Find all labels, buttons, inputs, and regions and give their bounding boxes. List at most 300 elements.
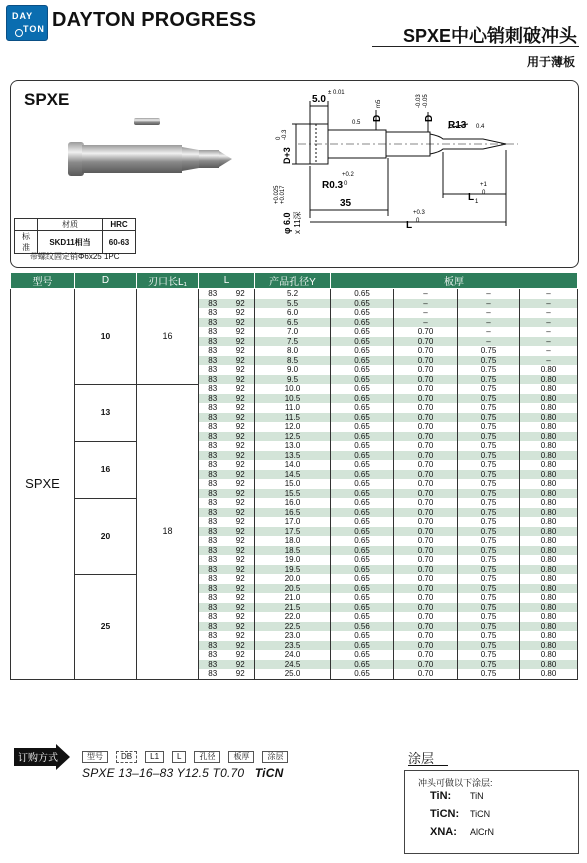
mat-corner [15, 219, 38, 231]
punch-head [68, 142, 84, 176]
t-cell-4: 0.80 [520, 375, 578, 385]
order-badge [12, 744, 72, 770]
dim-5-tolerance: ± 0.01 [328, 90, 345, 96]
punch-photo [64, 112, 244, 192]
col-header-model: 型号 [11, 273, 75, 289]
t-cell-1: 0.65 [331, 365, 394, 375]
l-max-cell: 92 [227, 508, 255, 518]
t-cell-2: 0.70 [394, 498, 458, 508]
l-min-cell: 83 [199, 669, 227, 679]
t-cell-3: 0.75 [458, 574, 520, 584]
model-cell: SPXE [11, 289, 75, 680]
l-max-cell: 92 [227, 555, 255, 565]
t-cell-3: 0.75 [458, 479, 520, 489]
t-cell-4: 0.80 [520, 441, 578, 451]
dim-l1-sub: 1 [475, 199, 479, 205]
y-cell: 20.0 [255, 574, 331, 584]
y-cell: 20.5 [255, 584, 331, 594]
y-cell: 11.0 [255, 403, 331, 413]
y-cell: 24.0 [255, 650, 331, 660]
t-cell-1: 0.56 [331, 622, 394, 632]
t-cell-3: – [458, 289, 520, 299]
l-min-cell: 83 [199, 641, 227, 651]
legend-l1: L1 [145, 751, 164, 763]
t-cell-3: 0.75 [458, 413, 520, 423]
coating-item [430, 790, 484, 802]
y-cell: 18.5 [255, 546, 331, 556]
l-max-cell: 92 [227, 327, 255, 337]
dim-d-shank-tol-bottom: -0.05 [423, 94, 429, 108]
l-min-cell: 83 [208, 536, 218, 546]
t-cell-4: – [520, 346, 578, 356]
t-cell-1: 0.65 [331, 394, 394, 404]
l-min-cell: 83 [199, 489, 227, 499]
l-max-cell: 92 [227, 451, 255, 461]
t-cell-4: 0.80 [520, 603, 578, 613]
t-cell-1: 0.65 [331, 337, 394, 347]
dim-l1-tol-bottom: 0 [482, 190, 486, 196]
dim-head: D+3 [282, 147, 292, 164]
t-cell-4: 0.80 [520, 631, 578, 641]
t-cell-4: – [520, 299, 578, 309]
y-cell: 5.5 [255, 299, 331, 309]
t-cell-2: 0.70 [394, 669, 458, 679]
t-cell-2: 0.70 [394, 622, 458, 632]
l-min-cell: 83 [199, 413, 227, 423]
legend-db: DB [116, 751, 137, 763]
coating-name: TiCN: [430, 808, 460, 820]
t-cell-3: 0.75 [458, 527, 520, 537]
dim-r03: R0.3 [322, 180, 344, 191]
y-cell: 22.5 [255, 622, 331, 632]
t-cell-3: – [458, 299, 520, 309]
l-min-cell: 83 [208, 479, 218, 489]
y-cell: 21.5 [255, 603, 331, 613]
t-cell-2: 0.70 [394, 574, 458, 584]
t-cell-2: 0.70 [394, 536, 458, 546]
l-min-cell: 83 [199, 584, 227, 594]
l-min-cell: 83 [199, 603, 227, 613]
dim-d: D [372, 114, 383, 122]
t-cell-2: – [394, 289, 458, 299]
t-cell-3: 0.75 [458, 346, 520, 356]
table-row [11, 384, 578, 394]
t-cell-3: 0.75 [458, 555, 520, 565]
y-cell: 6.5 [255, 318, 331, 328]
l-max-cell: 92 [227, 612, 255, 622]
y-cell: 11.5 [255, 413, 331, 423]
t-cell-4: – [520, 356, 578, 366]
t-cell-1: 0.65 [331, 555, 394, 565]
l-min-cell: 83 [208, 384, 218, 394]
dim-hole: φ 6.0 [282, 212, 292, 234]
l1-cell: 18 [137, 384, 199, 679]
t-cell-3: 0.75 [458, 384, 520, 394]
t-cell-2: 0.70 [394, 337, 458, 347]
mat-value: SKD11相当 [38, 231, 103, 254]
t-cell-1: 0.65 [331, 356, 394, 366]
l-min-cell: 83 [199, 508, 227, 518]
dim-r03-tol-bottom: 0 [344, 181, 348, 187]
angle-04: 0.4 [476, 124, 485, 130]
t-cell-1: 0.65 [331, 669, 394, 679]
l-max-cell: 92 [227, 622, 255, 632]
logo-mark-icon [15, 29, 23, 37]
l-min-cell: 83 [208, 327, 218, 337]
t-cell-1: 0.65 [331, 413, 394, 423]
dim-l-tol-bottom: 0 [416, 218, 420, 224]
t-cell-1: 0.65 [331, 299, 394, 309]
order-badge-label: 订购方式 [18, 753, 58, 764]
t-cell-4: 0.80 [520, 622, 578, 632]
t-cell-2: 0.70 [394, 460, 458, 470]
t-cell-1: 0.65 [331, 527, 394, 537]
l-max-cell: 92 [227, 650, 255, 660]
t-cell-2: 0.70 [394, 365, 458, 375]
punch-taper [182, 147, 199, 171]
coating-heading: 涂层 [408, 751, 435, 766]
l-min-cell: 83 [199, 470, 227, 480]
y-cell: 15.0 [255, 479, 331, 489]
l-max-cell: 92 [227, 403, 255, 413]
coating-name: XNA: [430, 826, 457, 838]
t-cell-3: – [458, 337, 520, 347]
l-max-cell: 92 [227, 660, 255, 670]
l-max-cell: 92 [227, 546, 255, 556]
y-cell: 7.0 [255, 327, 331, 337]
t-cell-2: 0.70 [394, 441, 458, 451]
l-min-cell: 83 [208, 612, 218, 622]
t-cell-4: – [520, 318, 578, 328]
t-cell-1: 0.65 [331, 441, 394, 451]
t-cell-2: – [394, 308, 458, 318]
l-min-cell: 83 [208, 422, 218, 432]
t-cell-4: 0.80 [520, 669, 578, 679]
t-cell-3: 0.75 [458, 536, 520, 546]
l-min-cell: 83 [199, 318, 227, 328]
coating-heading-underline [408, 765, 448, 766]
l-min-cell: 83 [199, 375, 227, 385]
order-legend [82, 751, 296, 763]
dim-l1-tol-top: +1 [480, 182, 487, 188]
t-cell-2: 0.70 [394, 327, 458, 337]
y-cell: 25.0 [255, 669, 331, 679]
t-cell-4: 0.80 [520, 641, 578, 651]
l-max-cell: 92 [227, 356, 255, 366]
t-cell-3: 0.75 [458, 593, 520, 603]
t-cell-4: 0.80 [520, 498, 578, 508]
t-cell-2: 0.70 [394, 470, 458, 480]
l-min-cell: 83 [199, 394, 227, 404]
t-cell-4: 0.80 [520, 403, 578, 413]
y-cell: 16.0 [255, 498, 331, 508]
t-cell-3: 0.75 [458, 460, 520, 470]
y-cell: 5.2 [255, 289, 331, 299]
t-cell-1: 0.65 [331, 650, 394, 660]
dim-hole-depth: x 11深 [293, 211, 302, 234]
dim-hole-tol-bottom: +0.017 [280, 185, 286, 204]
y-cell: 19.0 [255, 555, 331, 565]
t-cell-1: 0.65 [331, 546, 394, 556]
l-max-cell: 92 [227, 384, 255, 394]
col-header-l1: 刃口长L₁ [137, 273, 199, 289]
t-cell-2: 0.70 [394, 603, 458, 613]
t-cell-3: 0.75 [458, 422, 520, 432]
l-min-cell: 83 [208, 631, 218, 641]
l-min-cell: 83 [199, 337, 227, 347]
l-min-cell: 83 [208, 555, 218, 565]
t-cell-3: 0.75 [458, 546, 520, 556]
t-cell-2: 0.70 [394, 527, 458, 537]
t-cell-2: 0.70 [394, 451, 458, 461]
t-cell-3: – [458, 318, 520, 328]
t-cell-3: 0.75 [458, 441, 520, 451]
t-cell-3: 0.75 [458, 650, 520, 660]
table-row [11, 441, 578, 451]
spec-table [10, 272, 578, 680]
dim-hole-tol-top: +0.025 [274, 185, 280, 204]
col-header-d: D [75, 273, 137, 289]
y-cell: 7.5 [255, 337, 331, 347]
material-table [14, 218, 136, 254]
t-cell-3: 0.75 [458, 517, 520, 527]
t-cell-3: 0.75 [458, 641, 520, 651]
dim-5: 5.0 [312, 94, 326, 105]
punch-body [82, 145, 182, 173]
dim-35: 35 [340, 198, 352, 209]
y-cell: 17.0 [255, 517, 331, 527]
y-cell: 9.5 [255, 375, 331, 385]
l-max-cell: 92 [227, 470, 255, 480]
hrc-value: 60-63 [103, 231, 136, 254]
title-divider [372, 46, 579, 47]
l-max-cell: 92 [227, 536, 255, 546]
l-max-cell: 92 [227, 346, 255, 356]
t-cell-2: 0.70 [394, 517, 458, 527]
t-cell-3: 0.75 [458, 660, 520, 670]
t-cell-2: 0.70 [394, 432, 458, 442]
t-cell-3: 0.75 [458, 669, 520, 679]
l-max-cell: 92 [227, 432, 255, 442]
d-cell: 13 [75, 384, 137, 441]
t-cell-4: – [520, 289, 578, 299]
l-max-cell: 92 [227, 299, 255, 309]
coating-value: AlCrN [470, 827, 494, 837]
t-cell-1: 0.65 [331, 631, 394, 641]
legend-hole: 孔径 [194, 751, 220, 763]
y-cell: 16.5 [255, 508, 331, 518]
y-cell: 14.0 [255, 460, 331, 470]
l-max-cell: 92 [227, 574, 255, 584]
t-cell-2: 0.70 [394, 650, 458, 660]
mat-row-label: 标准 [15, 231, 38, 254]
y-cell: 12.0 [255, 422, 331, 432]
table-row [11, 289, 578, 299]
punch-shank [199, 150, 219, 168]
t-cell-1: 0.65 [331, 346, 394, 356]
t-cell-4: 0.80 [520, 565, 578, 575]
t-cell-3: 0.75 [458, 565, 520, 575]
l-min-cell: 83 [199, 527, 227, 537]
order-example-coating: TiCN [254, 766, 284, 780]
l-min-cell: 83 [199, 299, 227, 309]
l-max-cell: 92 [227, 565, 255, 575]
t-cell-3: 0.75 [458, 489, 520, 499]
l-min-cell: 83 [208, 593, 218, 603]
t-cell-1: 0.65 [331, 375, 394, 385]
t-cell-3: 0.75 [458, 432, 520, 442]
t-cell-2: 0.70 [394, 422, 458, 432]
l-max-cell: 92 [227, 517, 255, 527]
t-cell-4: 0.80 [520, 527, 578, 537]
l-min-cell: 83 [208, 441, 218, 451]
t-cell-4: 0.80 [520, 584, 578, 594]
dim-head-tol-bottom: -0.3 [282, 129, 288, 140]
y-cell: 12.5 [255, 432, 331, 442]
l-max-cell: 92 [227, 318, 255, 328]
dim-d-shank: D [424, 114, 435, 122]
t-cell-1: 0.65 [331, 584, 394, 594]
dim-head-tol-top: 0 [276, 136, 282, 140]
t-cell-2: 0.70 [394, 593, 458, 603]
y-cell: 23.5 [255, 641, 331, 651]
dim-d-shank-tol-top: -0.03 [416, 94, 422, 108]
t-cell-4: 0.80 [520, 546, 578, 556]
t-cell-1: 0.65 [331, 574, 394, 584]
l-max-cell: 92 [227, 603, 255, 613]
coating-note: 冲头可做以下涂层: [418, 778, 493, 788]
col-header-l: L [199, 273, 255, 289]
logo-text-top: DAY [12, 11, 34, 21]
t-cell-1: 0.65 [331, 432, 394, 442]
t-cell-2: 0.70 [394, 413, 458, 423]
t-cell-2: 0.70 [394, 403, 458, 413]
l-max-cell: 92 [227, 479, 255, 489]
l-min-cell: 83 [208, 346, 218, 356]
l-min-cell: 83 [208, 403, 218, 413]
y-cell: 13.5 [255, 451, 331, 461]
logo-text-bottom: TON [23, 24, 45, 34]
t-cell-2: 0.70 [394, 508, 458, 518]
l-max-cell: 92 [227, 337, 255, 347]
l-min-cell: 83 [208, 460, 218, 470]
y-cell: 17.5 [255, 527, 331, 537]
t-cell-4: 0.80 [520, 451, 578, 461]
t-cell-1: 0.65 [331, 489, 394, 499]
t-cell-3: 0.75 [458, 612, 520, 622]
l-max-cell: 92 [227, 289, 255, 299]
t-cell-4: 0.80 [520, 394, 578, 404]
l-min-cell: 83 [199, 546, 227, 556]
y-cell: 14.5 [255, 470, 331, 480]
t-cell-4: 0.80 [520, 470, 578, 480]
t-cell-4: 0.80 [520, 517, 578, 527]
t-cell-4: 0.80 [520, 489, 578, 499]
mat-header-material: 材质 [38, 219, 103, 231]
y-cell: 10.0 [255, 384, 331, 394]
t-cell-1: 0.65 [331, 327, 394, 337]
y-cell: 15.5 [255, 489, 331, 499]
col-header-y: 产品孔径Y [255, 273, 331, 289]
brand-name: DAYTON PROGRESS [52, 9, 257, 31]
t-cell-1: 0.65 [331, 422, 394, 432]
l-min-cell: 83 [199, 660, 227, 670]
l-max-cell: 92 [227, 498, 255, 508]
t-cell-2: 0.70 [394, 584, 458, 594]
t-cell-2: 0.70 [394, 489, 458, 499]
l-min-cell: 83 [199, 565, 227, 575]
y-cell: 13.0 [255, 441, 331, 451]
t-cell-4: 0.80 [520, 555, 578, 565]
t-cell-2: 0.70 [394, 375, 458, 385]
d-cell: 25 [75, 574, 137, 679]
t-cell-3: 0.75 [458, 356, 520, 366]
t-cell-4: 0.80 [520, 536, 578, 546]
col-header-thickness: 板厚 [331, 273, 578, 289]
dowel-pin [134, 118, 160, 125]
l-min-cell: 83 [208, 650, 218, 660]
t-cell-3: 0.75 [458, 631, 520, 641]
product-code: SPXE [24, 90, 70, 109]
l-max-cell: 92 [227, 584, 255, 594]
l-max-cell: 92 [227, 593, 255, 603]
l-max-cell: 92 [227, 527, 255, 537]
y-cell: 22.0 [255, 612, 331, 622]
t-cell-4: 0.80 [520, 612, 578, 622]
t-cell-2: 0.70 [394, 612, 458, 622]
l-max-cell: 92 [227, 365, 255, 375]
t-cell-2: – [394, 299, 458, 309]
t-cell-1: 0.65 [331, 470, 394, 480]
t-cell-4: 0.80 [520, 650, 578, 660]
technical-drawing [268, 86, 573, 236]
t-cell-2: 0.70 [394, 479, 458, 489]
l-min-cell: 83 [208, 574, 218, 584]
t-cell-1: 0.65 [331, 289, 394, 299]
t-cell-1: 0.65 [331, 565, 394, 575]
t-cell-2: 0.70 [394, 660, 458, 670]
t-cell-2: – [394, 318, 458, 328]
dim-d-tolerance: m5 [376, 99, 382, 108]
l-min-cell: 83 [199, 451, 227, 461]
t-cell-3: 0.75 [458, 365, 520, 375]
t-cell-1: 0.65 [331, 460, 394, 470]
l-min-cell: 83 [208, 289, 218, 299]
l-max-cell: 92 [227, 413, 255, 423]
table-row [11, 498, 578, 508]
d-cell: 10 [75, 289, 137, 385]
t-cell-2: 0.70 [394, 631, 458, 641]
t-cell-3: 0.75 [458, 622, 520, 632]
dim-r03-tol-top: +0.2 [342, 172, 354, 178]
t-cell-2: 0.70 [394, 565, 458, 575]
t-cell-4: 0.80 [520, 593, 578, 603]
t-cell-3: 0.75 [458, 375, 520, 385]
y-cell: 9.0 [255, 365, 331, 375]
y-cell: 21.0 [255, 593, 331, 603]
y-cell: 6.0 [255, 308, 331, 318]
t-cell-1: 0.65 [331, 308, 394, 318]
order-example [82, 766, 283, 780]
t-cell-3: 0.75 [458, 508, 520, 518]
t-cell-3: 0.75 [458, 603, 520, 613]
t-cell-1: 0.65 [331, 403, 394, 413]
t-cell-1: 0.65 [331, 641, 394, 651]
t-cell-1: 0.65 [331, 498, 394, 508]
t-cell-4: 0.80 [520, 460, 578, 470]
l-max-cell: 92 [227, 441, 255, 451]
t-cell-4: 0.80 [520, 574, 578, 584]
